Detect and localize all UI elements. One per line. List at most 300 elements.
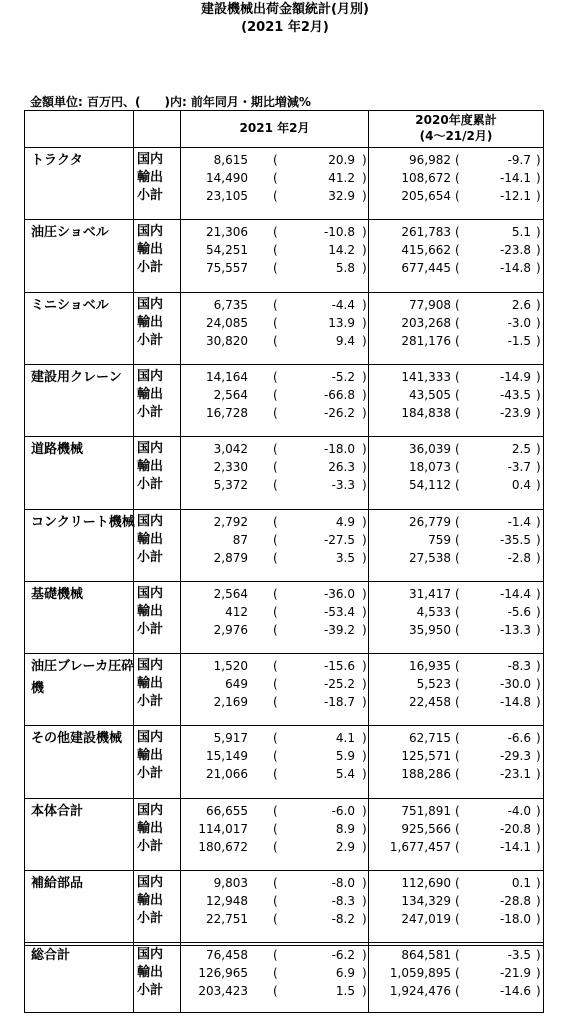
month-pct: -8.3 (331, 894, 355, 908)
month-value: 12,948 (206, 894, 248, 908)
row-label: 輸出 (137, 603, 164, 619)
cum-value: 1,924,476 (389, 984, 451, 999)
month-pct: -3.3 (331, 478, 355, 493)
month-pct: 32.9 (328, 189, 355, 203)
paren-open: ( (273, 369, 278, 384)
month-pct: 3.5 (335, 550, 355, 565)
cum-value: 96,982 (409, 153, 451, 167)
cum-value: 415,662 (401, 243, 451, 258)
table-row (25, 747, 543, 765)
month-value: 5,372 (213, 478, 248, 493)
table-row (25, 982, 543, 1000)
paren-close: ) (362, 442, 367, 457)
month-pct: 26.3 (328, 460, 355, 475)
paren-close: ) (536, 315, 541, 330)
cum-pct: -23.1 (499, 767, 531, 782)
cum-value: 261,783 (401, 225, 451, 240)
row-label: 輸出 (137, 531, 164, 547)
cum-pct: -13.3 (499, 622, 531, 637)
paren-open: ( (455, 876, 460, 890)
paren-close: ) (362, 171, 367, 185)
cum-value: 1,677,457 (389, 839, 451, 854)
table-row (25, 892, 543, 910)
month-value: 5,917 (213, 731, 248, 746)
paren-close: ) (362, 532, 367, 547)
paren-close: ) (536, 604, 541, 619)
cum-col-header: 2020年度累計 (415, 113, 497, 127)
paren-close: ) (362, 821, 367, 836)
row-label: 国内 (137, 152, 164, 167)
table-row (25, 549, 543, 567)
paren-open: ( (273, 731, 278, 746)
cum-value: 108,672 (401, 171, 451, 185)
paren-open: ( (273, 604, 278, 619)
category-label: ミニショベル (31, 297, 109, 313)
paren-close: ) (536, 550, 541, 565)
paren-close: ) (362, 243, 367, 258)
month-value: 126,965 (198, 966, 248, 981)
paren-open: ( (273, 297, 278, 312)
table-row (25, 513, 543, 531)
paren-close: ) (362, 677, 367, 692)
paren-close: ) (536, 821, 541, 836)
paren-open: ( (455, 532, 460, 547)
paren-open: ( (273, 821, 278, 836)
table-row (25, 241, 543, 259)
table-row (25, 964, 543, 982)
month-pct: -10.8 (323, 225, 355, 240)
paren-open: ( (455, 821, 460, 836)
paren-close: ) (536, 460, 541, 475)
section-divider (25, 725, 543, 726)
paren-open: ( (273, 695, 278, 710)
month-value: 412 (225, 604, 248, 619)
month-value: 2,564 (213, 586, 248, 601)
cum-value: 864,581 (401, 948, 451, 963)
paren-close: ) (362, 315, 367, 330)
row-label: 小計 (137, 404, 164, 420)
paren-open: ( (273, 261, 278, 276)
month-pct: -27.5 (323, 532, 355, 547)
cum-value: 62,715 (409, 731, 451, 746)
cum-value: 134,329 (401, 894, 451, 908)
paren-close: ) (362, 514, 367, 529)
category-label: 油圧ショベル (31, 225, 109, 241)
paren-close: ) (536, 189, 541, 203)
paren-close: ) (362, 297, 367, 312)
row-label: 輸出 (137, 386, 164, 402)
table-row (25, 946, 543, 964)
cum-value: 205,654 (401, 189, 451, 203)
row-label: 輸出 (137, 965, 164, 981)
cum-pct: -28.8 (499, 894, 531, 908)
row-label: 国内 (137, 585, 164, 601)
paren-close: ) (362, 153, 367, 167)
row-label: 小計 (137, 694, 164, 710)
paren-open: ( (455, 333, 460, 348)
cum-pct: -1.5 (507, 333, 531, 348)
month-pct: 5.9 (335, 749, 355, 764)
paren-close: ) (536, 532, 541, 547)
category-label: 基礎機械 (31, 586, 84, 602)
cum-value: 281,176 (401, 333, 451, 348)
paren-open: ( (455, 749, 460, 764)
paren-open: ( (455, 297, 460, 312)
paren-open: ( (273, 189, 278, 203)
paren-open: ( (455, 514, 460, 529)
paren-close: ) (362, 966, 367, 981)
paren-close: ) (536, 333, 541, 348)
month-value: 2,792 (213, 514, 248, 529)
table-row (25, 296, 543, 314)
shipment-table (24, 110, 544, 1013)
paren-close: ) (362, 189, 367, 203)
row-label: 輸出 (137, 170, 164, 185)
table-row (25, 657, 543, 675)
table-row (25, 169, 543, 187)
row-label: 国内 (137, 947, 164, 963)
paren-open: ( (455, 912, 460, 926)
table-row (25, 765, 543, 783)
paren-open: ( (273, 532, 278, 547)
table-row (25, 187, 543, 205)
table-row (25, 621, 543, 639)
paren-close: ) (536, 876, 541, 890)
paren-open: ( (455, 550, 460, 565)
month-pct: 41.2 (328, 171, 355, 185)
table-row (25, 603, 543, 621)
month-pct: 5.8 (335, 261, 355, 276)
cum-pct: -14.9 (499, 369, 531, 384)
cum-value: 16,935 (409, 659, 451, 674)
paren-open: ( (273, 677, 278, 692)
paren-open: ( (455, 839, 460, 854)
cum-value: 4,533 (416, 604, 451, 619)
cum-pct: -23.9 (499, 405, 531, 420)
cum-pct: -3.5 (507, 948, 531, 963)
paren-open: ( (455, 460, 460, 475)
paren-close: ) (536, 912, 541, 926)
month-value: 203,423 (198, 984, 248, 999)
month-pct: -18.0 (323, 442, 355, 457)
category-label: その他建設機械 (31, 731, 123, 747)
month-pct: -8.0 (331, 876, 355, 890)
month-value: 180,672 (198, 839, 248, 854)
row-label: 輸出 (137, 893, 164, 908)
cum-pct: -21.9 (499, 966, 531, 981)
paren-close: ) (362, 731, 367, 746)
paren-open: ( (273, 749, 278, 764)
paren-open: ( (273, 984, 278, 999)
paren-open: ( (455, 695, 460, 710)
month-value: 24,085 (206, 315, 248, 330)
table-row (25, 368, 543, 386)
row-label: 小計 (137, 188, 164, 203)
cum-pct: 0.1 (511, 876, 531, 890)
table-row (25, 729, 543, 747)
row-label: 国内 (137, 658, 164, 674)
paren-open: ( (455, 604, 460, 619)
month-pct: -26.2 (323, 405, 355, 420)
cum-value: 22,458 (409, 695, 451, 710)
month-value: 3,042 (213, 442, 248, 457)
cum-value: 188,286 (401, 767, 451, 782)
cum-pct: -8.3 (507, 659, 531, 674)
paren-open: ( (273, 839, 278, 854)
cum-pct: -3.7 (507, 460, 531, 475)
month-value: 75,557 (206, 261, 248, 276)
paren-open: ( (273, 550, 278, 565)
paren-close: ) (362, 369, 367, 384)
paren-close: ) (362, 948, 367, 963)
paren-close: ) (362, 225, 367, 240)
month-pct: 20.9 (328, 153, 355, 167)
paren-open: ( (455, 948, 460, 963)
paren-open: ( (455, 586, 460, 601)
paren-close: ) (362, 803, 367, 818)
paren-open: ( (273, 333, 278, 348)
paren-open: ( (455, 315, 460, 330)
month-value: 54,251 (206, 243, 248, 258)
table-row (25, 874, 543, 892)
paren-open: ( (273, 405, 278, 420)
paren-close: ) (536, 677, 541, 692)
cum-value: 925,566 (401, 821, 451, 836)
paren-open: ( (273, 966, 278, 981)
row-label: 小計 (137, 621, 164, 637)
paren-open: ( (273, 243, 278, 258)
paren-close: ) (362, 550, 367, 565)
paren-close: ) (362, 876, 367, 890)
category-label: 本体合計 (31, 803, 84, 819)
cum-value: 36,039 (409, 442, 451, 457)
month-value: 1,520 (213, 659, 248, 674)
paren-close: ) (536, 966, 541, 981)
paren-close: ) (362, 604, 367, 619)
cum-pct: -14.8 (499, 261, 531, 276)
paren-open: ( (455, 767, 460, 782)
paren-close: ) (362, 405, 367, 420)
paren-close: ) (362, 659, 367, 674)
category-label: トラクタ (31, 153, 83, 168)
month-pct: -25.2 (323, 677, 355, 692)
table-row (25, 531, 543, 549)
row-label: 輸出 (137, 748, 164, 764)
month-pct: 5.4 (335, 767, 355, 782)
section-divider (25, 436, 543, 437)
category-label: 油圧ブレーカ圧砕機 (31, 659, 135, 697)
month-value: 8,615 (213, 153, 248, 167)
month-pct: -6.0 (331, 803, 355, 818)
paren-open: ( (273, 894, 278, 908)
month-value: 9,803 (213, 876, 248, 890)
table-row (25, 386, 543, 404)
paren-close: ) (362, 839, 367, 854)
table-row (25, 404, 543, 422)
month-value: 21,306 (206, 225, 248, 240)
category-label: 道路機械 (31, 442, 84, 458)
cum-pct: -14.4 (499, 586, 531, 601)
cum-pct: -3.0 (507, 315, 531, 330)
paren-open: ( (455, 731, 460, 746)
cum-pct: -12.1 (499, 189, 531, 203)
table-row (25, 820, 543, 838)
paren-close: ) (536, 586, 541, 601)
cum-value: 247,019 (401, 912, 451, 926)
month-value: 30,820 (206, 333, 248, 348)
paren-open: ( (455, 894, 460, 908)
section-divider (25, 292, 543, 293)
month-value: 14,490 (206, 171, 248, 185)
paren-open: ( (455, 966, 460, 981)
month-pct: -4.4 (331, 297, 355, 312)
paren-close: ) (536, 622, 541, 637)
row-label: 国内 (137, 513, 164, 529)
cum-value: 1,059,895 (389, 966, 451, 981)
table-row (25, 693, 543, 711)
paren-open: ( (455, 659, 460, 674)
month-pct: 9.4 (335, 333, 355, 348)
paren-open: ( (455, 225, 460, 240)
cum-pct: -14.1 (499, 171, 531, 185)
month-value: 22,751 (206, 912, 248, 926)
month-value: 87 (232, 532, 248, 547)
section-divider (25, 509, 543, 510)
section-divider (25, 653, 543, 654)
table-row (25, 314, 543, 332)
section-divider (25, 219, 543, 220)
cum-value: 35,950 (409, 622, 451, 637)
month-value: 2,564 (213, 387, 248, 402)
cum-value: 751,891 (401, 803, 451, 818)
paren-close: ) (536, 405, 541, 420)
month-pct: 13.9 (328, 315, 355, 330)
row-label: 国内 (137, 441, 164, 457)
category-label: 建設用クレーン (31, 369, 122, 385)
row-label: 小計 (137, 911, 164, 926)
cum-value: 26,779 (409, 514, 451, 529)
paren-close: ) (362, 478, 367, 493)
paren-open: ( (455, 387, 460, 402)
cum-pct: -9.7 (507, 153, 531, 167)
cum-pct: 2.6 (511, 297, 531, 312)
month-pct: -39.2 (323, 622, 355, 637)
cum-pct: -1.4 (507, 514, 531, 529)
paren-close: ) (536, 153, 541, 167)
paren-open: ( (273, 514, 278, 529)
table-row (25, 223, 543, 241)
cum-pct: -5.6 (507, 604, 531, 619)
month-value: 114,017 (198, 821, 248, 836)
section-divider (25, 798, 543, 799)
cum-value: 125,571 (401, 749, 451, 764)
cum-pct: 5.1 (511, 225, 531, 240)
paren-close: ) (536, 767, 541, 782)
paren-close: ) (536, 659, 541, 674)
cum-col-header-range: (4～21/2月) (419, 129, 493, 143)
paren-close: ) (536, 803, 541, 818)
cum-pct: 0.4 (511, 478, 531, 493)
paren-open: ( (455, 478, 460, 493)
paren-open: ( (455, 189, 460, 203)
paren-open: ( (273, 948, 278, 963)
month-pct: -5.2 (331, 369, 355, 384)
paren-close: ) (536, 839, 541, 854)
paren-close: ) (536, 225, 541, 240)
row-label: 国内 (137, 368, 164, 384)
month-value: 2,330 (213, 460, 248, 475)
paren-open: ( (273, 622, 278, 637)
cum-value: 77,908 (409, 297, 451, 312)
table-row (25, 440, 543, 458)
paren-close: ) (536, 442, 541, 457)
paren-open: ( (455, 442, 460, 457)
paren-open: ( (455, 261, 460, 276)
row-label: 小計 (137, 766, 164, 782)
month-value: 16,728 (206, 405, 248, 420)
cum-pct: -30.0 (499, 677, 531, 692)
month-col-header: 2021 年2月 (239, 121, 310, 135)
table-row (25, 910, 543, 928)
cum-pct: -23.8 (499, 243, 531, 258)
row-label: 国内 (137, 875, 164, 890)
section-divider (25, 581, 543, 582)
header-divider (25, 147, 543, 148)
cum-pct: -43.5 (499, 387, 531, 402)
row-label: 小計 (137, 332, 164, 348)
month-value: 2,976 (213, 622, 248, 637)
paren-open: ( (455, 622, 460, 637)
month-pct: -8.2 (331, 912, 355, 926)
paren-open: ( (273, 387, 278, 402)
month-pct: -15.6 (323, 659, 355, 674)
paren-open: ( (273, 876, 278, 890)
cum-value: 54,112 (409, 478, 451, 493)
paren-close: ) (362, 695, 367, 710)
cum-pct: -18.0 (499, 912, 531, 926)
paren-close: ) (536, 387, 541, 402)
row-label: 国内 (137, 802, 164, 818)
month-value: 15,149 (206, 749, 248, 764)
paren-open: ( (273, 803, 278, 818)
row-label: 小計 (137, 260, 164, 276)
month-pct: -18.7 (323, 695, 355, 710)
table-row (25, 151, 543, 169)
section-divider (25, 942, 543, 943)
paren-open: ( (273, 767, 278, 782)
month-value: 6,735 (213, 297, 248, 312)
category-label: 補給部品 (31, 876, 84, 891)
cum-value: 18,073 (409, 460, 451, 475)
row-label: 国内 (137, 224, 164, 240)
paren-close: ) (362, 261, 367, 276)
month-pct: -66.8 (323, 387, 355, 402)
paren-close: ) (536, 731, 541, 746)
row-label: 輸出 (137, 242, 164, 258)
paren-open: ( (273, 586, 278, 601)
month-value: 2,879 (213, 550, 248, 565)
paren-close: ) (536, 369, 541, 384)
month-value: 66,655 (206, 803, 248, 818)
paren-open: ( (455, 171, 460, 185)
cum-pct: -14.8 (499, 695, 531, 710)
category-label: 総合計 (31, 948, 71, 964)
row-label: 輸出 (137, 459, 164, 475)
paren-open: ( (455, 984, 460, 999)
cum-pct: -6.6 (507, 731, 531, 746)
table-row (25, 585, 543, 603)
cum-value: 112,690 (401, 876, 451, 890)
